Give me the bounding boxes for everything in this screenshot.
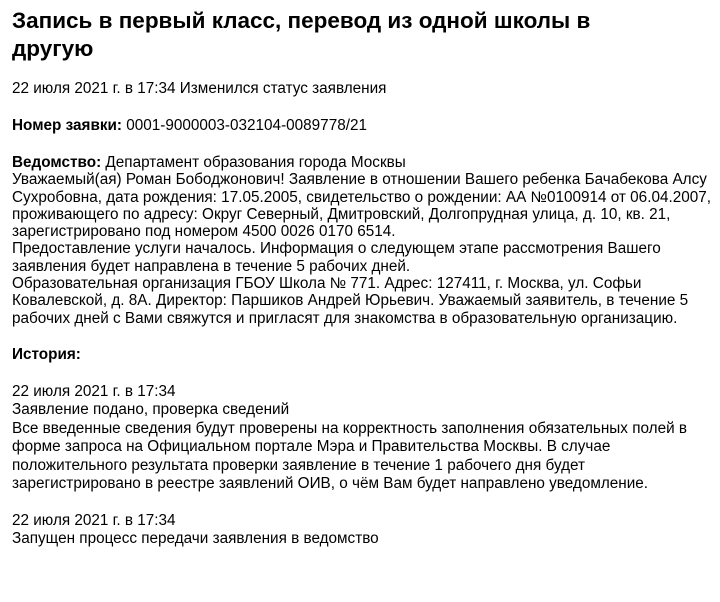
request-number-row [12,117,708,135]
request-number-value: 0001-9000003-032104-0089778/21 [126,117,367,134]
history-entry-details: Все введенные сведения будут проверены на корректность заполнения обязательных полей в форме запроса на Официальном портале Мэра и Правительства Москвы. В случае положительного результата проверки заявление в течение 1 рабочего дня будет зарегистрировано в реестре заявлений ОИВ, о чём Вам будет направлено уведомление. [12,419,687,493]
department-paragraph: Предоставление услуги началось. Информация о следующем этапе рассмотрения Вашего заявления будет направлена в течение 5 рабочих дней. [12,240,661,275]
history-entry [12,383,712,494]
history-entry-date: 22 июля 2021 г. в 17:34 [12,382,176,400]
status-update-line: 22 июля 2021 г. в 17:34 Изменился статус заявления [12,80,387,97]
history-entry-date: 22 июля 2021 г. в 17:34 [12,511,176,529]
history-heading: История: [12,345,81,363]
history-entry-status: Запущен процесс передачи заявления в ведомство [12,530,379,548]
department-value: Департамент образования города Москвы [105,154,406,171]
department-paragraph: Уважаемый(ая) Роман Бободжонович! Заявление в отношении Вашего ребенка Бачабекова Алсу Сухробовна, дата рождения: 17.05.2005, свидетельство о рождении: АА №0100914 от 06.04.2007, проживающего по адресу: Округ Северный, Дмитровский, Долгопрудная улица, д. 10, кв. 21, зарегистрировано под номером 4500 0026 0170 6514. [12,171,711,241]
department-label: Ведомство: [12,154,102,171]
request-number-label: Номер заявки: [12,117,122,134]
department-block [12,154,712,327]
history-entry [12,512,712,549]
department-paragraph: Образовательная организация ГБОУ Школа № 771. Адрес: 127411, г. Москва, ул. Софьи Ковалевской, д. 8А. Директор: Паршиков Андрей Юрьевич. Уважаемый заявитель, в течение 5 рабочих дней с Вами свяжутся и пригласят для знакомства в образовательную организацию. [12,275,689,327]
history-entry-status: Заявление подано, проверка сведений [12,401,290,419]
page-title: Запись в первый класс, перевод из одной школы в другую [12,8,591,61]
department-row [12,154,712,171]
